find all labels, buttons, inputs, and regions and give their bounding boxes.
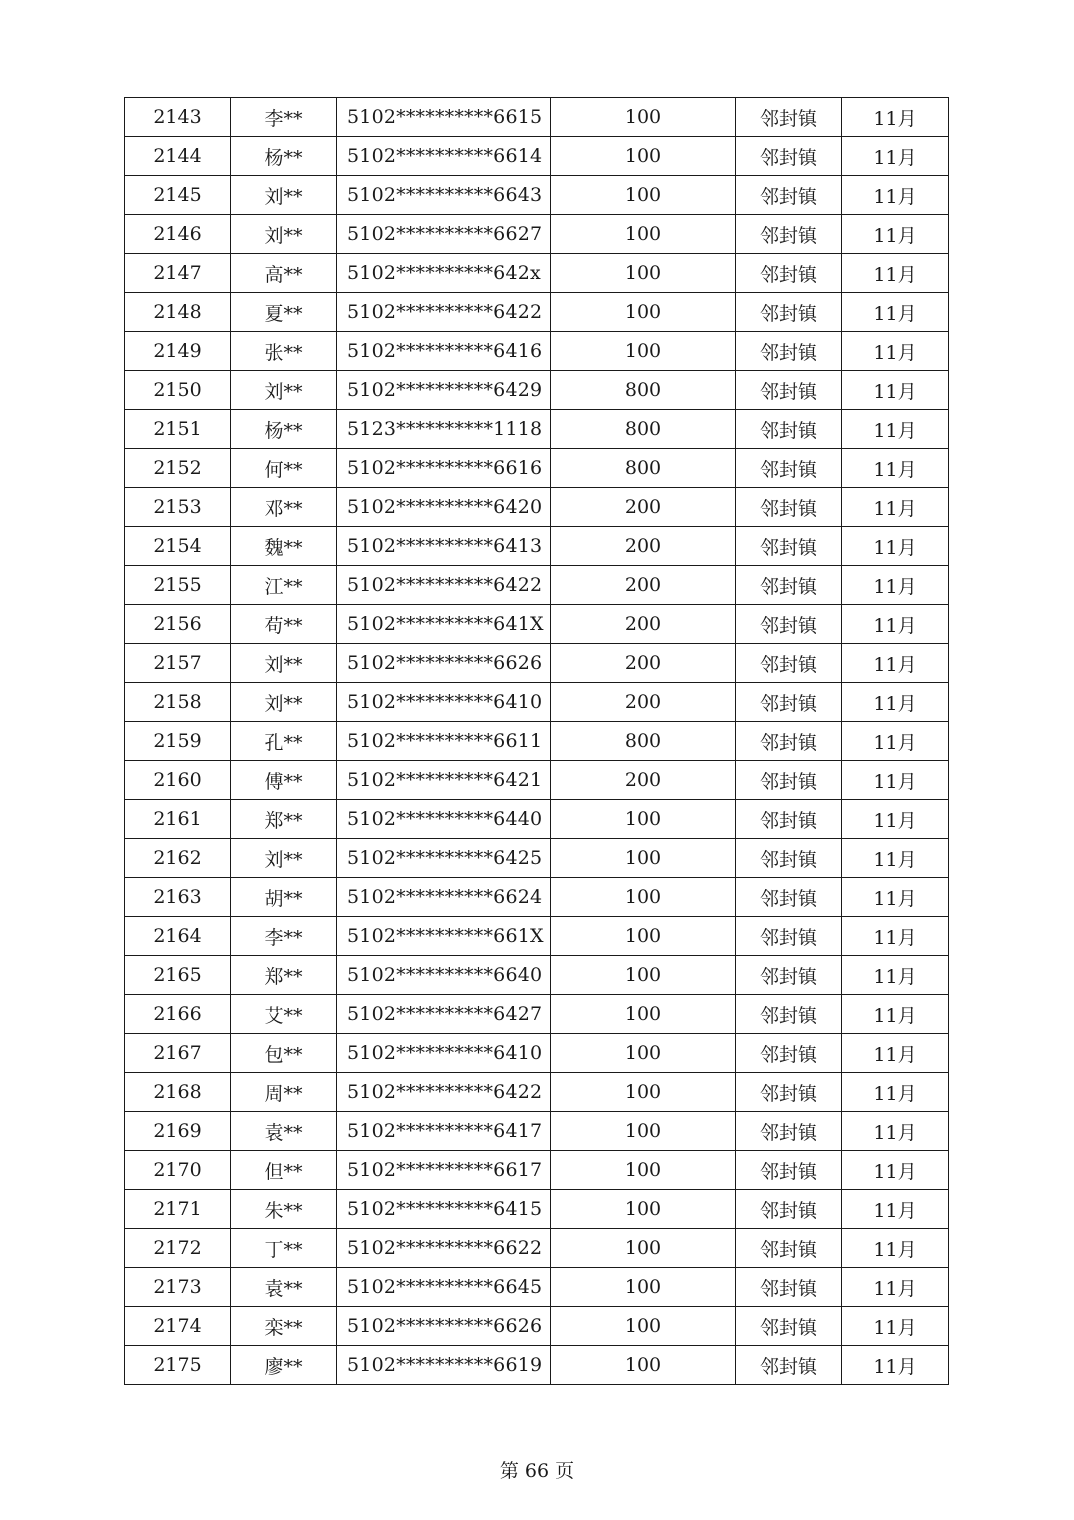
name-cell: 但** bbox=[231, 1151, 337, 1190]
table-row bbox=[125, 410, 949, 449]
month-cell: 11月 bbox=[842, 839, 949, 878]
month-cell: 11月 bbox=[842, 1190, 949, 1229]
month-cell: 11月 bbox=[842, 878, 949, 917]
month-cell: 11月 bbox=[842, 215, 949, 254]
town-cell: 邻封镇 bbox=[736, 371, 842, 410]
town-cell: 邻封镇 bbox=[736, 332, 842, 371]
serial-number-cell: 2164 bbox=[125, 917, 231, 956]
id-number-cell: 5102**********6425 bbox=[337, 839, 551, 878]
table-row bbox=[125, 98, 949, 137]
name-cell: 刘** bbox=[231, 644, 337, 683]
name-cell: 胡** bbox=[231, 878, 337, 917]
month-cell: 11月 bbox=[842, 254, 949, 293]
town-cell: 邻封镇 bbox=[736, 98, 842, 137]
table-row bbox=[125, 1151, 949, 1190]
id-number-cell: 5102**********6413 bbox=[337, 527, 551, 566]
name-cell: 刘** bbox=[231, 176, 337, 215]
amount-cell: 200 bbox=[551, 761, 736, 800]
serial-number-cell: 2168 bbox=[125, 1073, 231, 1112]
table-row bbox=[125, 332, 949, 371]
name-cell: 刘** bbox=[231, 839, 337, 878]
id-number-cell: 5102**********6626 bbox=[337, 1307, 551, 1346]
town-cell: 邻封镇 bbox=[736, 683, 842, 722]
town-cell: 邻封镇 bbox=[736, 1307, 842, 1346]
serial-number-cell: 2170 bbox=[125, 1151, 231, 1190]
serial-number-cell: 2166 bbox=[125, 995, 231, 1034]
serial-number-cell: 2169 bbox=[125, 1112, 231, 1151]
town-cell: 邻封镇 bbox=[736, 1346, 842, 1385]
table-row bbox=[125, 761, 949, 800]
town-cell: 邻封镇 bbox=[736, 254, 842, 293]
name-cell: 廖** bbox=[231, 1346, 337, 1385]
amount-cell: 100 bbox=[551, 1034, 736, 1073]
table-row bbox=[125, 995, 949, 1034]
serial-number-cell: 2144 bbox=[125, 137, 231, 176]
town-cell: 邻封镇 bbox=[736, 1112, 842, 1151]
id-number-cell: 5102**********6627 bbox=[337, 215, 551, 254]
name-cell: 傅** bbox=[231, 761, 337, 800]
id-number-cell: 5102**********6619 bbox=[337, 1346, 551, 1385]
town-cell: 邻封镇 bbox=[736, 215, 842, 254]
amount-cell: 100 bbox=[551, 956, 736, 995]
town-cell: 邻封镇 bbox=[736, 410, 842, 449]
amount-cell: 100 bbox=[551, 1268, 736, 1307]
id-number-cell: 5102**********6622 bbox=[337, 1229, 551, 1268]
id-number-cell: 5102**********6611 bbox=[337, 722, 551, 761]
amount-cell: 100 bbox=[551, 1151, 736, 1190]
serial-number-cell: 2154 bbox=[125, 527, 231, 566]
name-cell: 何** bbox=[231, 449, 337, 488]
id-number-cell: 5102**********6410 bbox=[337, 1034, 551, 1073]
town-cell: 邻封镇 bbox=[736, 137, 842, 176]
town-cell: 邻封镇 bbox=[736, 605, 842, 644]
month-cell: 11月 bbox=[842, 137, 949, 176]
id-number-cell: 5102**********6417 bbox=[337, 1112, 551, 1151]
id-number-cell: 5102**********6422 bbox=[337, 1073, 551, 1112]
table-row bbox=[125, 1073, 949, 1112]
serial-number-cell: 2145 bbox=[125, 176, 231, 215]
month-cell: 11月 bbox=[842, 1268, 949, 1307]
month-cell: 11月 bbox=[842, 371, 949, 410]
table-row bbox=[125, 254, 949, 293]
town-cell: 邻封镇 bbox=[736, 995, 842, 1034]
name-cell: 刘** bbox=[231, 371, 337, 410]
amount-cell: 100 bbox=[551, 215, 736, 254]
town-cell: 邻封镇 bbox=[736, 293, 842, 332]
id-number-cell: 5102**********6416 bbox=[337, 332, 551, 371]
serial-number-cell: 2147 bbox=[125, 254, 231, 293]
town-cell: 邻封镇 bbox=[736, 644, 842, 683]
name-cell: 郑** bbox=[231, 956, 337, 995]
name-cell: 袁** bbox=[231, 1112, 337, 1151]
amount-cell: 800 bbox=[551, 371, 736, 410]
id-number-cell: 5102**********6422 bbox=[337, 293, 551, 332]
name-cell: 苟** bbox=[231, 605, 337, 644]
serial-number-cell: 2171 bbox=[125, 1190, 231, 1229]
serial-number-cell: 2150 bbox=[125, 371, 231, 410]
amount-cell: 100 bbox=[551, 1073, 736, 1112]
month-cell: 11月 bbox=[842, 410, 949, 449]
month-cell: 11月 bbox=[842, 488, 949, 527]
name-cell: 夏** bbox=[231, 293, 337, 332]
table-row bbox=[125, 176, 949, 215]
name-cell: 李** bbox=[231, 917, 337, 956]
serial-number-cell: 2153 bbox=[125, 488, 231, 527]
table-row bbox=[125, 1229, 949, 1268]
id-number-cell: 5102**********6429 bbox=[337, 371, 551, 410]
id-number-cell: 5102**********6640 bbox=[337, 956, 551, 995]
amount-cell: 100 bbox=[551, 137, 736, 176]
id-number-cell: 5102**********642x bbox=[337, 254, 551, 293]
month-cell: 11月 bbox=[842, 527, 949, 566]
table-row bbox=[125, 1034, 949, 1073]
id-number-cell: 5102**********6617 bbox=[337, 1151, 551, 1190]
amount-cell: 100 bbox=[551, 800, 736, 839]
table-row bbox=[125, 956, 949, 995]
amount-cell: 800 bbox=[551, 449, 736, 488]
page-number: 第 66 页 bbox=[499, 1460, 575, 1482]
id-number-cell: 5102**********6645 bbox=[337, 1268, 551, 1307]
table-row bbox=[125, 527, 949, 566]
amount-cell: 100 bbox=[551, 839, 736, 878]
month-cell: 11月 bbox=[842, 956, 949, 995]
name-cell: 杨** bbox=[231, 410, 337, 449]
id-number-cell: 5102**********6415 bbox=[337, 1190, 551, 1229]
month-cell: 11月 bbox=[842, 722, 949, 761]
serial-number-cell: 2167 bbox=[125, 1034, 231, 1073]
id-number-cell: 5102**********6427 bbox=[337, 995, 551, 1034]
name-cell: 郑** bbox=[231, 800, 337, 839]
name-cell: 高** bbox=[231, 254, 337, 293]
serial-number-cell: 2175 bbox=[125, 1346, 231, 1385]
table-row bbox=[125, 1268, 949, 1307]
serial-number-cell: 2148 bbox=[125, 293, 231, 332]
serial-number-cell: 2162 bbox=[125, 839, 231, 878]
name-cell: 江** bbox=[231, 566, 337, 605]
table-row bbox=[125, 1112, 949, 1151]
amount-cell: 100 bbox=[551, 995, 736, 1034]
month-cell: 11月 bbox=[842, 98, 949, 137]
town-cell: 邻封镇 bbox=[736, 761, 842, 800]
amount-cell: 800 bbox=[551, 410, 736, 449]
town-cell: 邻封镇 bbox=[736, 722, 842, 761]
id-number-cell: 5102**********6626 bbox=[337, 644, 551, 683]
amount-cell: 200 bbox=[551, 644, 736, 683]
month-cell: 11月 bbox=[842, 683, 949, 722]
month-cell: 11月 bbox=[842, 293, 949, 332]
name-cell: 杨** bbox=[231, 137, 337, 176]
town-cell: 邻封镇 bbox=[736, 1034, 842, 1073]
table-row bbox=[125, 215, 949, 254]
month-cell: 11月 bbox=[842, 761, 949, 800]
table-row bbox=[125, 566, 949, 605]
serial-number-cell: 2161 bbox=[125, 800, 231, 839]
month-cell: 11月 bbox=[842, 1034, 949, 1073]
amount-cell: 100 bbox=[551, 878, 736, 917]
month-cell: 11月 bbox=[842, 1307, 949, 1346]
name-cell: 袁** bbox=[231, 1268, 337, 1307]
id-number-cell: 5102**********6615 bbox=[337, 98, 551, 137]
id-number-cell: 5102**********6410 bbox=[337, 683, 551, 722]
table-row bbox=[125, 683, 949, 722]
amount-cell: 100 bbox=[551, 1190, 736, 1229]
table-row bbox=[125, 371, 949, 410]
table-row bbox=[125, 1307, 949, 1346]
id-number-cell: 5102**********6440 bbox=[337, 800, 551, 839]
month-cell: 11月 bbox=[842, 449, 949, 488]
town-cell: 邻封镇 bbox=[736, 878, 842, 917]
name-cell: 刘** bbox=[231, 683, 337, 722]
id-number-cell: 5102**********6421 bbox=[337, 761, 551, 800]
table-row bbox=[125, 644, 949, 683]
amount-cell: 100 bbox=[551, 254, 736, 293]
table-row bbox=[125, 1346, 949, 1385]
town-cell: 邻封镇 bbox=[736, 566, 842, 605]
serial-number-cell: 2159 bbox=[125, 722, 231, 761]
town-cell: 邻封镇 bbox=[736, 1151, 842, 1190]
month-cell: 11月 bbox=[842, 995, 949, 1034]
amount-cell: 100 bbox=[551, 1229, 736, 1268]
town-cell: 邻封镇 bbox=[736, 800, 842, 839]
amount-cell: 200 bbox=[551, 683, 736, 722]
month-cell: 11月 bbox=[842, 800, 949, 839]
id-number-cell: 5102**********6420 bbox=[337, 488, 551, 527]
town-cell: 邻封镇 bbox=[736, 956, 842, 995]
serial-number-cell: 2160 bbox=[125, 761, 231, 800]
table-row bbox=[125, 449, 949, 488]
serial-number-cell: 2165 bbox=[125, 956, 231, 995]
id-number-cell: 5102**********6624 bbox=[337, 878, 551, 917]
serial-number-cell: 2173 bbox=[125, 1268, 231, 1307]
table-row bbox=[125, 839, 949, 878]
serial-number-cell: 2152 bbox=[125, 449, 231, 488]
amount-cell: 100 bbox=[551, 98, 736, 137]
serial-number-cell: 2151 bbox=[125, 410, 231, 449]
month-cell: 11月 bbox=[842, 917, 949, 956]
town-cell: 邻封镇 bbox=[736, 1229, 842, 1268]
record-table-body bbox=[125, 98, 949, 1385]
amount-cell: 100 bbox=[551, 1346, 736, 1385]
record-table bbox=[124, 97, 949, 1385]
town-cell: 邻封镇 bbox=[736, 1073, 842, 1112]
amount-cell: 100 bbox=[551, 332, 736, 371]
serial-number-cell: 2155 bbox=[125, 566, 231, 605]
name-cell: 刘** bbox=[231, 215, 337, 254]
name-cell: 包** bbox=[231, 1034, 337, 1073]
id-number-cell: 5123**********1118 bbox=[337, 410, 551, 449]
table-row bbox=[125, 722, 949, 761]
month-cell: 11月 bbox=[842, 644, 949, 683]
id-number-cell: 5102**********661X bbox=[337, 917, 551, 956]
town-cell: 邻封镇 bbox=[736, 488, 842, 527]
month-cell: 11月 bbox=[842, 176, 949, 215]
name-cell: 魏** bbox=[231, 527, 337, 566]
serial-number-cell: 2174 bbox=[125, 1307, 231, 1346]
id-number-cell: 5102**********641X bbox=[337, 605, 551, 644]
amount-cell: 100 bbox=[551, 1307, 736, 1346]
serial-number-cell: 2149 bbox=[125, 332, 231, 371]
table-row bbox=[125, 488, 949, 527]
name-cell: 艾** bbox=[231, 995, 337, 1034]
amount-cell: 800 bbox=[551, 722, 736, 761]
town-cell: 邻封镇 bbox=[736, 1190, 842, 1229]
name-cell: 栾** bbox=[231, 1307, 337, 1346]
id-number-cell: 5102**********6643 bbox=[337, 176, 551, 215]
town-cell: 邻封镇 bbox=[736, 176, 842, 215]
table-row bbox=[125, 137, 949, 176]
town-cell: 邻封镇 bbox=[736, 527, 842, 566]
month-cell: 11月 bbox=[842, 605, 949, 644]
table-row bbox=[125, 800, 949, 839]
amount-cell: 100 bbox=[551, 293, 736, 332]
town-cell: 邻封镇 bbox=[736, 449, 842, 488]
id-number-cell: 5102**********6422 bbox=[337, 566, 551, 605]
amount-cell: 200 bbox=[551, 605, 736, 644]
table-row bbox=[125, 878, 949, 917]
serial-number-cell: 2156 bbox=[125, 605, 231, 644]
amount-cell: 200 bbox=[551, 488, 736, 527]
name-cell: 邓** bbox=[231, 488, 337, 527]
serial-number-cell: 2146 bbox=[125, 215, 231, 254]
serial-number-cell: 2172 bbox=[125, 1229, 231, 1268]
amount-cell: 200 bbox=[551, 527, 736, 566]
town-cell: 邻封镇 bbox=[736, 917, 842, 956]
id-number-cell: 5102**********6616 bbox=[337, 449, 551, 488]
table-row bbox=[125, 1190, 949, 1229]
name-cell: 周** bbox=[231, 1073, 337, 1112]
town-cell: 邻封镇 bbox=[736, 1268, 842, 1307]
month-cell: 11月 bbox=[842, 1151, 949, 1190]
month-cell: 11月 bbox=[842, 1229, 949, 1268]
serial-number-cell: 2163 bbox=[125, 878, 231, 917]
name-cell: 朱** bbox=[231, 1190, 337, 1229]
amount-cell: 100 bbox=[551, 917, 736, 956]
amount-cell: 200 bbox=[551, 566, 736, 605]
month-cell: 11月 bbox=[842, 1073, 949, 1112]
month-cell: 11月 bbox=[842, 1112, 949, 1151]
town-cell: 邻封镇 bbox=[736, 839, 842, 878]
name-cell: 孔** bbox=[231, 722, 337, 761]
serial-number-cell: 2158 bbox=[125, 683, 231, 722]
name-cell: 张** bbox=[231, 332, 337, 371]
table-row bbox=[125, 917, 949, 956]
serial-number-cell: 2157 bbox=[125, 644, 231, 683]
name-cell: 李** bbox=[231, 98, 337, 137]
amount-cell: 100 bbox=[551, 1112, 736, 1151]
id-number-cell: 5102**********6614 bbox=[337, 137, 551, 176]
table-row bbox=[125, 293, 949, 332]
month-cell: 11月 bbox=[842, 332, 949, 371]
name-cell: 丁** bbox=[231, 1229, 337, 1268]
table-row bbox=[125, 605, 949, 644]
month-cell: 11月 bbox=[842, 566, 949, 605]
serial-number-cell: 2143 bbox=[125, 98, 231, 137]
month-cell: 11月 bbox=[842, 1346, 949, 1385]
amount-cell: 100 bbox=[551, 176, 736, 215]
